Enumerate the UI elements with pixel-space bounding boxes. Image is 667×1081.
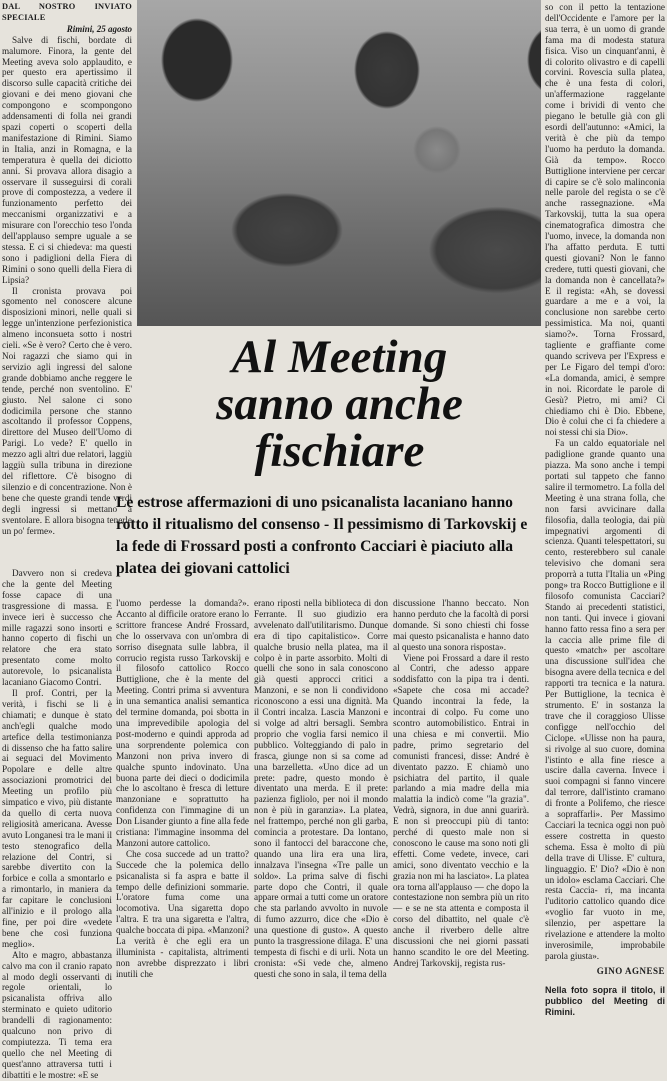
- headline-line: sanno anche: [216, 378, 463, 430]
- headline-line: fischiare: [254, 425, 425, 477]
- column-c: [254, 598, 388, 1000]
- paragraph: Alto e magro, abbastanza calvo ma con il cranio rapato al modo degli osservanti di regole orientali, lo psicanalista offriva allo sterminato e quieto uditorio brandelli di ragionamento: qualcuno non privo di compiutezza. Ti tema era quello che nel Meeting di quest'anno attraversa tutti i dibattiti e le mostre: «E se: [2, 949, 112, 1080]
- paragraph: Viene poi Frossard a dare il resto al Contri, che adesso appare soddisfatto con la pipa tra i denti. «Sapete che cosa mi accade? Quando incontrai la fede, la incontrai di colpo. Fu come uno scontro automobilistico. Entrai in una chiesa e mi convertii. Mio padre, primo segretario del comunisti francesi, disse: André è diventato pazzo. E chiamò uno psichiatra del partito, il quale parlando a mia madre della mia malattia la indicò come "la grazia". Vedrà, signora, in due anni guarirà. E non si preoccupi più di tanto: perché di questo male non si conoscono le cause ma sono noti gli effetti. Come vedete, invece, cari amici, sono diventato vecchio e la grazia non mi ha lasciato». La platea ora torna all'applauso — che dopo la contestazione non sembra più un rito — e se ne sta attenta e composta il corso del dibattito, nel quale c'è anche il riverbero delle altre discussioni che nei giorni passati hanno scandito le ore del Meeting. Andrej Tarkovskij, regista rus-: [393, 652, 529, 968]
- meeting-audience-photo: [137, 0, 541, 326]
- column-left-lower: [2, 568, 112, 1080]
- column-b: [116, 598, 249, 1000]
- paragraph: discussione l'hanno beccato. Non hanno perduto che la facoltà di porsi domande. Si sono chiesti chi fosse mai questo psicanalista e hanno dato al questo una sonora risposta».: [393, 598, 529, 652]
- paragraph: Il prof. Contri, per la verità, i fischi se li è chiamati; e dunque è stato anch'egli qualche modo artefice della testimonianza di dissenso che ha fatto salire ai seguaci del Movimento Popolare e delle altre associazioni promotrici del Meeting un profilo più simpatico e vivo, più distante da quello di certa nuova religiosità americana. Avesse avuto Longanesi tra le mani il testo stenografico della relazione del Contri, si sarebbe divertito con la forbice e colla a smontarlo e a rimontarlo, in maniera da far capitare le conclusioni all'inizio e il prologo alla fine, per poi dire «vedete bene che così funziona meglio».: [2, 687, 112, 949]
- photo-caption: Nella foto sopra il titolo, il pubblico del Meeting di Rimini.: [545, 984, 665, 1017]
- headline: [137, 331, 542, 484]
- paragraph: Il cronista provava poi sgomento nel conoscere alcune disposizioni minori, nelle quali si legge un'intenzione perfezionistica almeno inconsueta sotto i nostri cieli. «Se è vero? Certo che è vero. Noi ragazzi che siamo qui in servizio agli ingressi del salone grande dobbiamo anche reggere le tende, perché non sventolino. E' giusto. Nel salone ci sono dodicimila persone che stanno ascoltando il professor Coppens, direttore del Museo dell'Uomo di Parigi. Lo vede? E' quello in mezzo agli altri due relatori, laggiù laggiù sulla tribuna in direzione del riflettore. C'è bisogno di silenzio e di concentrazione. Non è bene che queste grandi tende verdi degli ingressi si mettano a sventolare. E allora bisogna tenerle un po' ferme».: [2, 285, 132, 536]
- column-intro: [2, 2, 132, 568]
- headline-line: Al Meeting: [231, 331, 448, 383]
- paragraph: Davvero non si credeva che la gente del Meeting fosse capace di una trasgressione di massa. E invece ieri è successo che mille ragazzi sono insorti e hanno coperto di fischi un relatore che era stato presentato come molto autorevole, lo psicanalista lacaniano Giacomo Contri.: [2, 568, 112, 688]
- paragraph: so con il petto la tentazione dell'Occidente e l'amore per la sua terra, è un uomo di grande fama ma di modesta statura fisica. Viso un cinquant'anni, è di colorito olivastro e di capelli corvini. Rovescia sulla platea, che è una festa di colori, un'affermazione raggelante come i brividi di vento che piegano le betulle già con gli esordi dell'autunno: «Amici, la verità è che più da tempo l'uomo ha perduto la domanda. Già da tempo». Rocco Buttiglione interviene per cercar di capire se c'è solo malinconia nelle parole del regista o se c'è anche rassegnazione. «Ma Tarkovskij, tutta la sua opera cinematografica dimostra che l'uomo, invece, la domanda non l'ha affatto perduta. E tutti questi giovani? Non le fanno credere, tutti questi giovani, che la domanda non è cancellata?» E il regista: «Ah, se dovessi guardare a me e a voi, la conclusione non sarebbe certo pessimistica. Ma noi, quanti siamo?». Torna Frossard, tagliente e graffiante come quando scriveva per l'Express e per Le Figaro del tempi d'oro: «La domanda, amici, è sempre in noi. Ricordate le parole di Gesù? Pietro, mi ami? Ci chiediamo chi è Dio. Ebbene, Dio è colui che ci fa chiedere a noi stessi chi sia Dio».: [545, 2, 665, 438]
- byline: DAL NOSTRO INVIATO SPECIALE: [2, 2, 132, 22]
- paragraph: Che cosa succede ad un tratto? Succede che la polemica dello psicanalista si fa aspra e batte il tempo delle definizioni sommarie. L'oratore fuma come una locomotiva. Una sigaretta dopo l'altra. E tra una sigaretta e l'altra, qualche boccata di pipa. «Manzoni? La verità è che egli era un illuminista - capitalista, altrimenti non avrebbe disprezzato i libri inutili che: [116, 848, 249, 979]
- author-signature: GINO AGNESE: [596, 965, 665, 976]
- dateline: Rimini, 25 agosto: [66, 23, 132, 34]
- paragraph: erano riposti nella biblioteca di don Ferrante. Il suo giudizio era avvelenato dall'utilitarismo. Dunque era di tipo capitalistico». Corre qualche brusio nella platea, ma il colpo è in parte assorbito. Molti di quelli che sono in sala conoscono già questi approcci critici a Manzoni, e se non li condividono riconoscono a essi una dignità. Ma il Contri incalza. Lascia Manzoni e si volge ad altri bersagli. Sembra proprio che voglia farsi nemico il pubblico. Volteggiando di palo in frasca, giunge non si sa come ad una barzelletta. «Uno dice ad un prete: padre, questo mondo è diventato una merda. E il prete: pazienza figliolo, per noi il mondo non è più in garanzia». La platea, nel frattempo, perché non gli garba, comincia a protestare. Da lontano, sono il fantocci del baraccone che, quando una lira era una lira, innalzava l'insegna «Tre palle un soldo». La prima salve di fischi parte dopo che Contri, il quale appare ormai a tutti come un oratore che sta parlando avvolto in nuvole di fumo azzurro, dice che «Dio è una questione di gusto». A questo punto la trasgressione dilaga. E' una tempesta di fischi e di urli. Nota un cronista: «Si vede che, almeno questi che sono in sala, il tema della: [254, 598, 388, 979]
- column-d: [393, 598, 529, 1000]
- paragraph: Fa un caldo equatoriale nel padiglione grande quanto una piazza. Ma sono anche i tempi portati sul tappeto che fanno salire il termometro. La folla del Meeting è una strana folla, che non farsi avvicinare dalla filosofia, dalla teologia, dai più impegnativi argomenti di scienza. Quanti telespettatori, su cento, resterebbero sul canale televisivo che domani sera proporrà a tutta l'Italia un «Ping pong» tra Rocco Buttiglione e il filosofo comunista Cacciari? Stando ai precedenti statistici, non tanti. Qui invece i giovani hanno fatto ressa fino a sera per la caccia alle prime file di questo «match» per ascoltare una discussione sull'idea che bisogna avere della tecnica e del rapporti tra tecnica e la natura. Per Buttiglione, la tecnica è strumento. E' in sostanza la trave che il coraggioso Ulisse configge nell'occhio del Ciclope. «Ulisse non ha paura, si rivolge al suo cuore, domina l'istinto e alla fine riesce a uscire dalla caverna. Invece i suoi compagni si fanno vincere dal terrore, dall'istinto cramano di fronte a Polifemo, che riesce a sopraffarli». Per Massimo Cacciari la tecnica oggi non può essere costretta in questo schema. Essa è molto di più della trave di Ulisse. E' cultura, linguaggio. E' Dio? «Dio è non un idolo» esclama Cacciari. Che resta Caccia- ri, ma incanta l'uditorio cattolico quando dice «voglio far vuoto in me, silenzio, per aspettare la rivelazione e attendere la molto inverosimile, improbabile parola giusta».: [545, 438, 665, 961]
- paragraph: l'uomo perdesse la domanda?». Accanto al difficile oratore erano lo scrittore francese André Frossard, che lo osservava con un'ombra di sorriso disegnata sulle labbra, il corrucio regista russo Tarkovskij e il filosofo cattolico Rocco Buttiglione, che è la mente del Meeting. Contri prima si avventura in una semantica analisi semantica del termine domanda, poi sbotta in una imprevedibile apologia del post-moderno e quindi approda ad una sorprendente polemica con Manzoni non priva invero di qualche spunto indovinato. Una buona parte dei dieci o dodicimila che lo ascoltano è fresca di letture manzoniane e soprattutto ha confidenza con l'immagine di un Don Lisander giunto a fine alla fede cristiana: l'immagine insomma del Manzoni autore cattolico.: [116, 598, 249, 848]
- paragraph: Salve di fischi, bordate di malumore. Finora, la gente del Meeting aveva solo applaudito, e per questo era apertissimo il discorso sulle capacità critiche dei giovani e dei meno giovani che compongono e scompongono addensamenti di folla nei grandi spazi coperti o scoperti della manifestazione di Rimini. Siamo in Italia, anzi in Romagna, e la temperatura è quella dei diciotto anni. Si provava allora disagio a osservare il susseguirsi di corali prove di compostezza, a vedere il funzionamento perfetto dei meccanismi organizzativi e a misurare con l'orecchio teso l'onda dell'applauso sempre uguale a se stessa. E ci si chiedeva: ma questi sono i padiglioni della Fiera di Rimini o sono quelli della Fiera di Lipsia?: [2, 34, 132, 285]
- column-right: [545, 2, 665, 1017]
- subheadline: Le estrose affermazioni di uno psicanalista lacaniano hanno rotto il ritualismo del consenso - Il pessimismo di Tarkovskij e la fede di Frossard posti a confronto Cacciari è piaciuto alla platea dei giovani cattolici: [116, 494, 528, 577]
